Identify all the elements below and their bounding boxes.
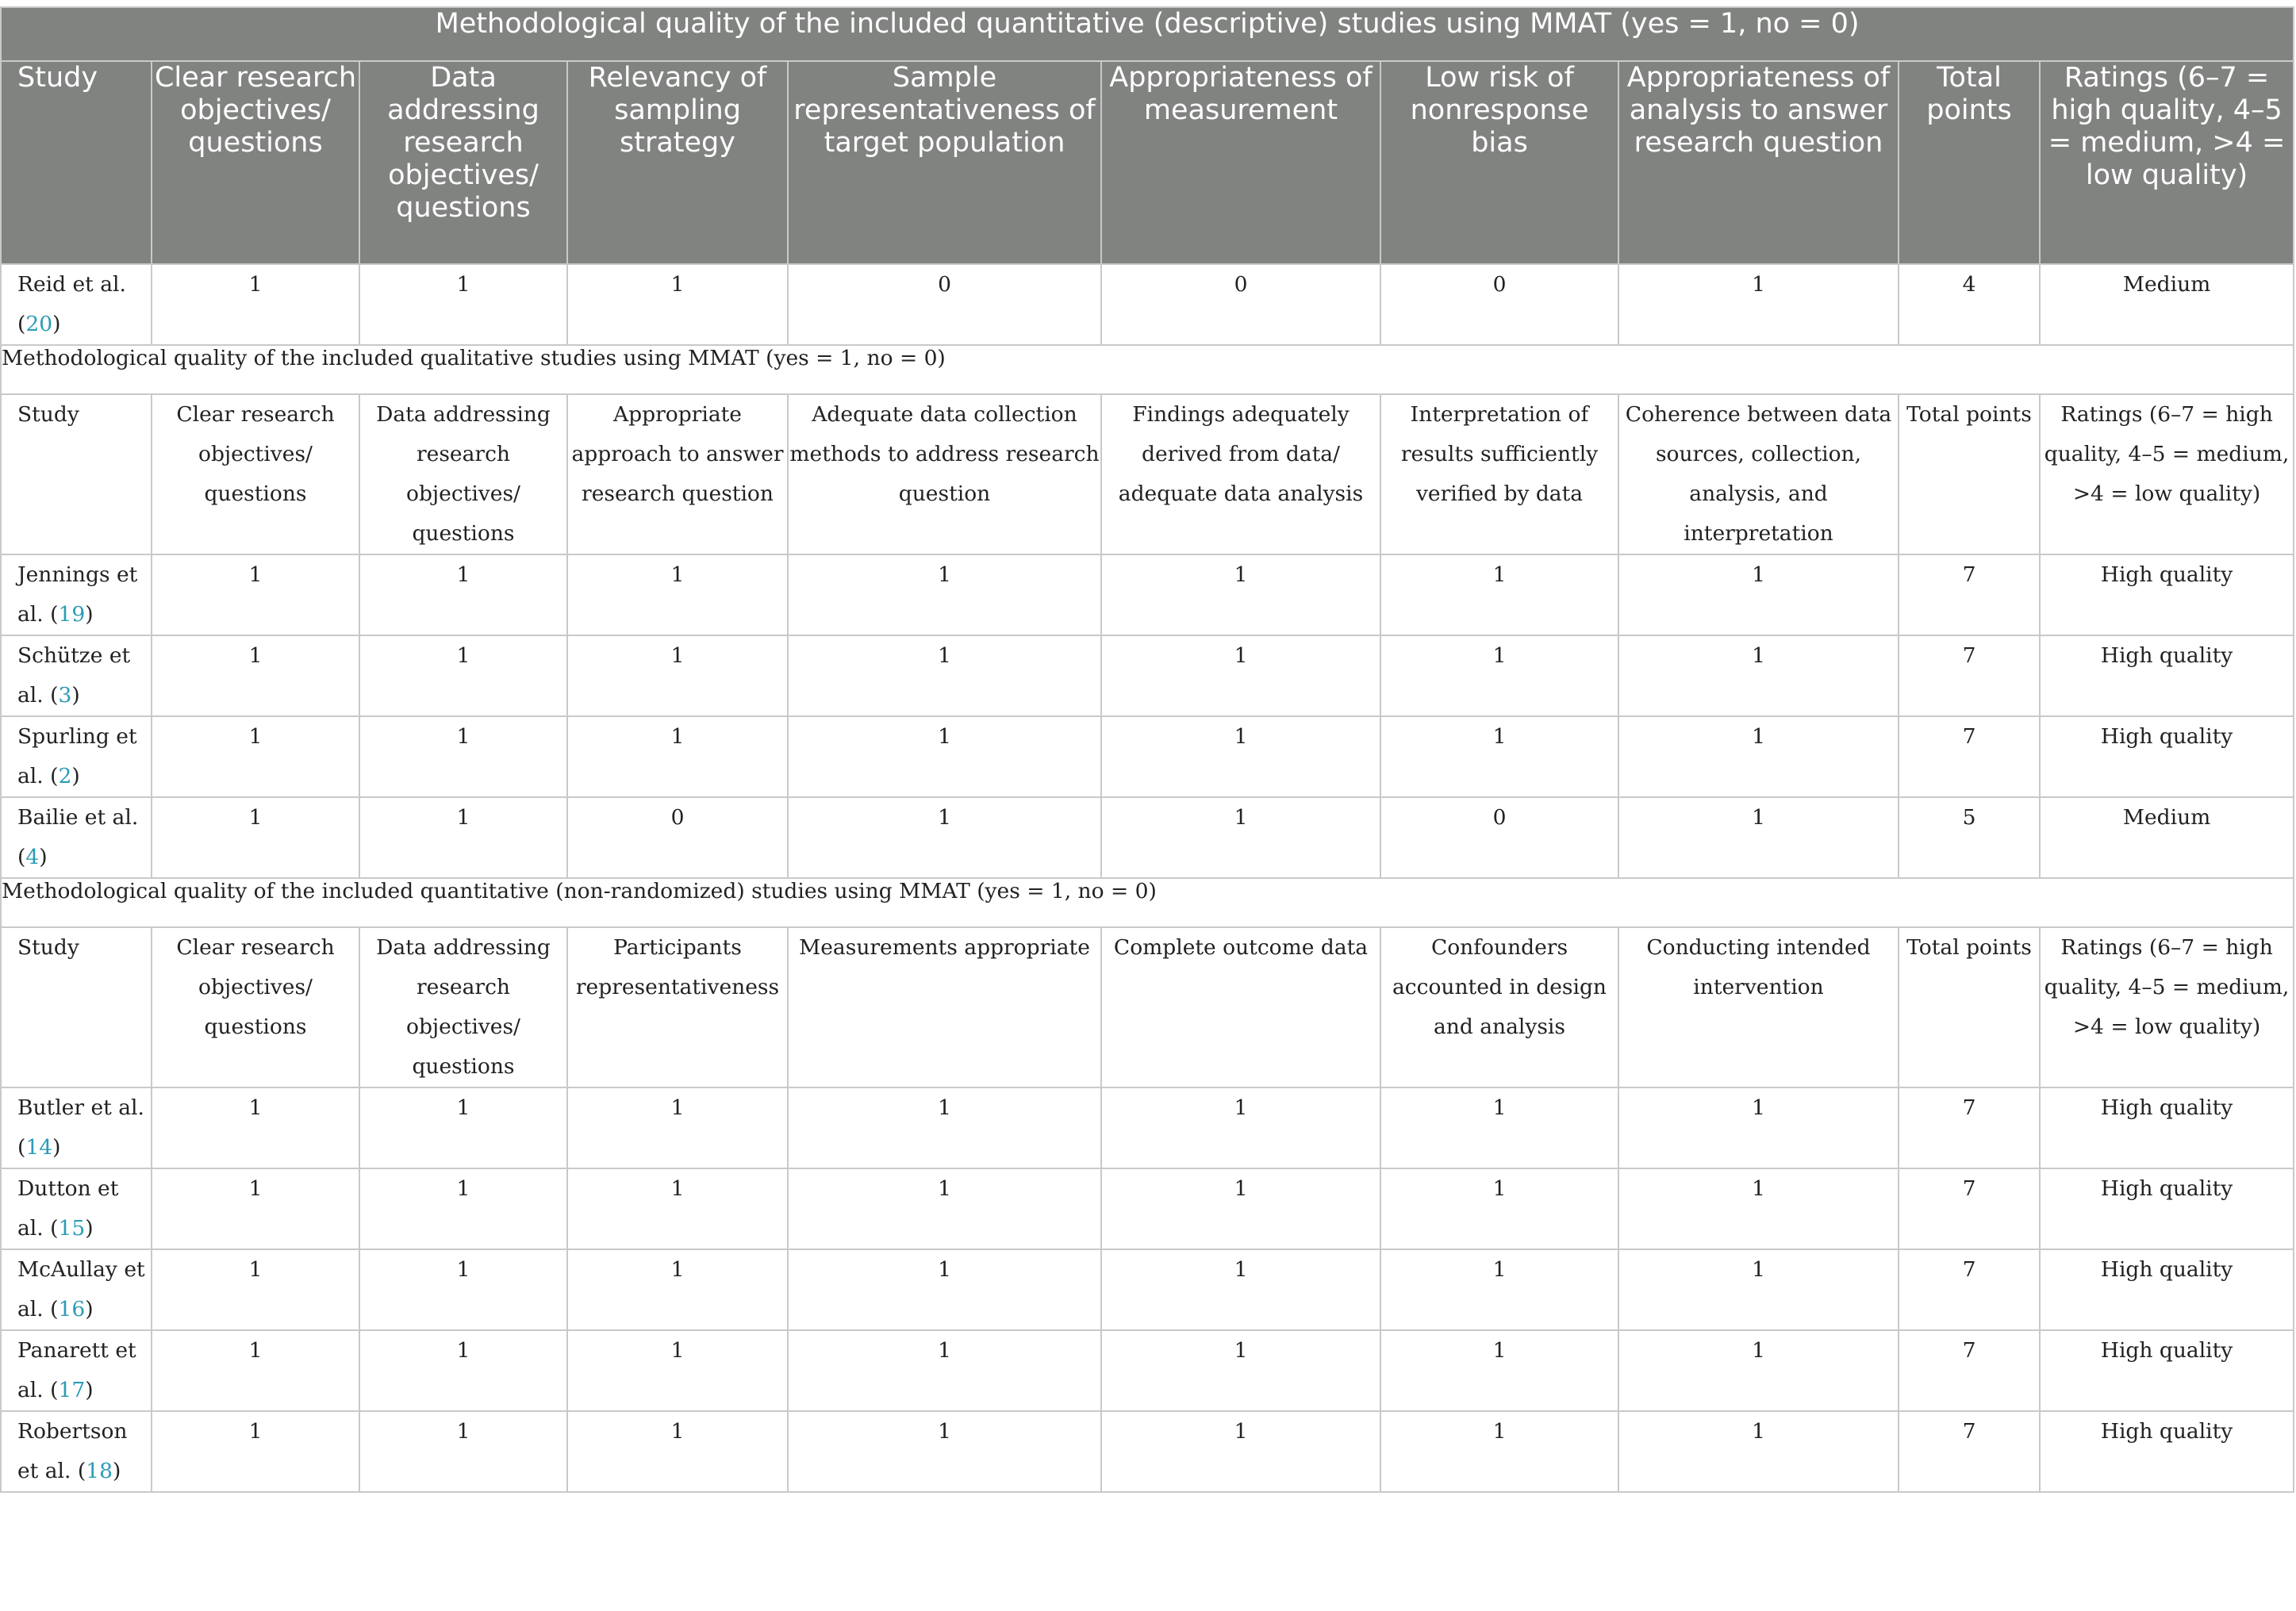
score-cell: 1 (1380, 1330, 1618, 1411)
score-cell: 1 (359, 797, 567, 878)
study-name: McAullay et al. (17, 1257, 145, 1321)
score-cell: 1 (152, 554, 359, 635)
score-cell: 1 (1618, 1087, 1899, 1168)
score-cell: 1 (1380, 716, 1618, 797)
rating-cell: High quality (2040, 635, 2294, 716)
score-cell: 1 (1380, 554, 1618, 635)
score-cell: 0 (1101, 264, 1380, 345)
column-header: Study (1, 61, 152, 264)
score-cell: 0 (1380, 264, 1618, 345)
score-cell: 1 (1618, 797, 1899, 878)
score-cell: 1 (152, 1411, 359, 1492)
column-header: Clear research objectives/ questions (152, 394, 359, 554)
score-cell: 1 (359, 1411, 567, 1492)
reference-link[interactable]: 20 (25, 312, 53, 336)
score-cell: 1 (1101, 797, 1380, 878)
total-cell: 7 (1899, 1330, 2040, 1411)
score-cell: 1 (359, 264, 567, 345)
study-name: Schütze et al. (17, 643, 131, 708)
study-cell: Schütze et al. (3) (1, 635, 152, 716)
column-header: Clear research objectives/ questions (152, 61, 359, 264)
score-cell: 1 (1101, 635, 1380, 716)
score-cell: 1 (1380, 1249, 1618, 1330)
score-cell: 1 (567, 554, 788, 635)
column-header: Complete outcome data (1101, 927, 1380, 1087)
column-header: Sample representativeness of target population (788, 61, 1101, 264)
reference-link[interactable]: 3 (58, 683, 72, 708)
score-cell: 1 (359, 716, 567, 797)
column-header: Total points (1899, 61, 2040, 264)
column-header: Data addressing research objectives/ questions (359, 927, 567, 1087)
score-cell: 1 (152, 1330, 359, 1411)
score-cell: 1 (152, 1249, 359, 1330)
section-title-row (1, 345, 2294, 394)
column-header: Data addressing research objectives/ questions (359, 394, 567, 554)
score-cell: 1 (1618, 1411, 1899, 1492)
score-cell: 1 (567, 1411, 788, 1492)
section-title-row (1, 878, 2294, 927)
total-cell: 7 (1899, 1411, 2040, 1492)
score-cell: 1 (1380, 1411, 1618, 1492)
rating-cell: High quality (2040, 1087, 2294, 1168)
table-row (1, 554, 2294, 635)
table-caption-row (1, 7, 2294, 61)
score-cell: 1 (1618, 554, 1899, 635)
score-cell: 1 (359, 1330, 567, 1411)
reference-link[interactable]: 17 (58, 1378, 86, 1402)
study-name: Panarett et al. (17, 1338, 136, 1402)
column-header: Findings adequately derived from data/ adequate data analysis (1101, 394, 1380, 554)
score-cell: 1 (788, 554, 1101, 635)
study-name: Butler et al. (17, 1095, 144, 1120)
column-header: Study (1, 394, 152, 554)
score-cell: 1 (1618, 716, 1899, 797)
score-cell: 1 (788, 1249, 1101, 1330)
table-row (1, 1168, 2294, 1249)
score-cell: 1 (152, 797, 359, 878)
study-cell: McAullay et al. (16) (1, 1249, 152, 1330)
study-cell: Butler et al. (14) (1, 1087, 152, 1168)
study-name: Bailie et al. (17, 805, 139, 830)
score-cell: 1 (567, 1168, 788, 1249)
study-cell: Panarett et al. (17) (1, 1330, 152, 1411)
column-header: Data addressing research objectives/ questions (359, 61, 567, 264)
study-cell: Bailie et al. (4) (1, 797, 152, 878)
rating-cell: High quality (2040, 1411, 2294, 1492)
score-cell: 1 (1618, 1330, 1899, 1411)
column-header: Appropriateness of analysis to answer research question (1618, 61, 1899, 264)
column-header: Appropriateness of measurement (1101, 61, 1380, 264)
table-row (1, 1249, 2294, 1330)
total-cell: 7 (1899, 1087, 2040, 1168)
total-cell: 7 (1899, 1249, 2040, 1330)
score-cell: 1 (1101, 1168, 1380, 1249)
column-header: Ratings (6–7 = high quality, 4–5 = medium, >4 = low quality) (2040, 927, 2294, 1087)
column-header: Study (1, 927, 152, 1087)
total-cell: 4 (1899, 264, 2040, 345)
score-cell: 1 (1101, 554, 1380, 635)
table-row (1, 1330, 2294, 1411)
score-cell: 1 (788, 797, 1101, 878)
score-cell: 1 (152, 635, 359, 716)
total-cell: 7 (1899, 716, 2040, 797)
score-cell: 1 (567, 1330, 788, 1411)
rating-cell: Medium (2040, 797, 2294, 878)
column-header: Adequate data collection methods to address research question (788, 394, 1101, 554)
table-row (1, 1087, 2294, 1168)
column-header: Ratings (6–7 = high quality, 4–5 = medium, >4 = low quality) (2040, 61, 2294, 264)
score-cell: 1 (788, 1168, 1101, 1249)
rating-cell: High quality (2040, 1168, 2294, 1249)
score-cell: 1 (788, 716, 1101, 797)
score-cell: 0 (1380, 797, 1618, 878)
column-header: Measurements appropriate (788, 927, 1101, 1087)
table-row (1, 635, 2294, 716)
study-name: Dutton et al. (17, 1176, 119, 1241)
rating-cell: Medium (2040, 264, 2294, 345)
score-cell: 1 (788, 635, 1101, 716)
score-cell: 1 (1101, 1249, 1380, 1330)
reference-link[interactable]: 14 (25, 1135, 53, 1160)
rating-cell: High quality (2040, 554, 2294, 635)
column-header: Interpretation of results sufficiently verified by data (1380, 394, 1618, 554)
score-cell: 1 (788, 1087, 1101, 1168)
total-cell: 7 (1899, 635, 2040, 716)
total-cell: 5 (1899, 797, 2040, 878)
score-cell: 1 (1380, 635, 1618, 716)
rating-cell: High quality (2040, 1249, 2294, 1330)
column-header: Clear research objectives/ questions (152, 927, 359, 1087)
score-cell: 1 (1101, 716, 1380, 797)
total-cell: 7 (1899, 1168, 2040, 1249)
score-cell: 1 (567, 1087, 788, 1168)
reference-link[interactable]: 4 (25, 845, 40, 869)
score-cell: 1 (567, 1249, 788, 1330)
study-cell: Robertson et al. (18) (1, 1411, 152, 1492)
study-name: Spurling et al. (17, 724, 137, 788)
column-header: Participants representativeness (567, 927, 788, 1087)
nonrandomized-header-row (1, 927, 2294, 1087)
score-cell: 1 (152, 264, 359, 345)
score-cell: 1 (1618, 635, 1899, 716)
score-cell: 1 (1618, 1249, 1899, 1330)
score-cell: 1 (1101, 1330, 1380, 1411)
score-cell: 1 (359, 554, 567, 635)
table-title: Methodological quality of the included quantitative (descriptive) studies using MMAT (yes = 1, no = 0) (1, 7, 2294, 61)
column-header: Coherence between data sources, collection, analysis, and interpretation (1618, 394, 1899, 554)
column-header: Total points (1899, 394, 2040, 554)
score-cell: 1 (1101, 1411, 1380, 1492)
rating-cell: High quality (2040, 1330, 2294, 1411)
column-header: Confounders accounted in design and analysis (1380, 927, 1618, 1087)
score-cell: 0 (788, 264, 1101, 345)
score-cell: 1 (1618, 264, 1899, 345)
score-cell: 1 (1101, 1087, 1380, 1168)
study-name: Robertson et al. (17, 1419, 128, 1483)
score-cell: 1 (567, 264, 788, 345)
study-name: Jennings et al. (17, 562, 138, 627)
section-title-qualitative: Methodological quality of the included qualitative studies using MMAT (yes = 1, no = 0) (1, 345, 2294, 394)
score-cell: 1 (567, 716, 788, 797)
table-row (1, 264, 2294, 345)
score-cell: 1 (152, 1168, 359, 1249)
column-header: Total points (1899, 927, 2040, 1087)
study-cell: Dutton et al. (15) (1, 1168, 152, 1249)
rating-cell: High quality (2040, 716, 2294, 797)
study-cell: Jennings et al. (19) (1, 554, 152, 635)
study-cell: Reid et al. (20) (1, 264, 152, 345)
score-cell: 1 (359, 1087, 567, 1168)
column-header: Relevancy of sampling strategy (567, 61, 788, 264)
score-cell: 1 (152, 716, 359, 797)
table-row (1, 1411, 2294, 1492)
score-cell: 1 (1380, 1087, 1618, 1168)
score-cell: 1 (359, 1249, 567, 1330)
table-row (1, 797, 2294, 878)
score-cell: 1 (567, 635, 788, 716)
score-cell: 1 (788, 1411, 1101, 1492)
qualitative-header-row (1, 394, 2294, 554)
study-cell: Spurling et al. (2) (1, 716, 152, 797)
reference-link[interactable]: 18 (86, 1459, 113, 1483)
score-cell: 1 (359, 1168, 567, 1249)
table-row (1, 716, 2294, 797)
score-cell: 1 (1380, 1168, 1618, 1249)
column-header: Appropriate approach to answer research question (567, 394, 788, 554)
total-cell: 7 (1899, 554, 2040, 635)
score-cell: 1 (788, 1330, 1101, 1411)
mmat-quality-table (0, 6, 2294, 1493)
score-cell: 1 (152, 1087, 359, 1168)
reference-link[interactable]: 15 (58, 1216, 86, 1241)
score-cell: 0 (567, 797, 788, 878)
score-cell: 1 (359, 635, 567, 716)
reference-link[interactable]: 19 (58, 602, 86, 627)
reference-link[interactable]: 2 (58, 764, 72, 788)
column-header: Conducting intended intervention (1618, 927, 1899, 1087)
column-header: Ratings (6–7 = high quality, 4–5 = medium, >4 = low quality) (2040, 394, 2294, 554)
descriptive-header-row (1, 61, 2294, 264)
study-name: Reid et al. (17, 272, 126, 297)
column-header: Low risk of nonresponse bias (1380, 61, 1618, 264)
section-title-nonrandomized: Methodological quality of the included quantitative (non-randomized) studies using MMAT (yes = 1, no = 0) (1, 878, 2294, 927)
reference-link[interactable]: 16 (58, 1297, 86, 1321)
score-cell: 1 (1618, 1168, 1899, 1249)
